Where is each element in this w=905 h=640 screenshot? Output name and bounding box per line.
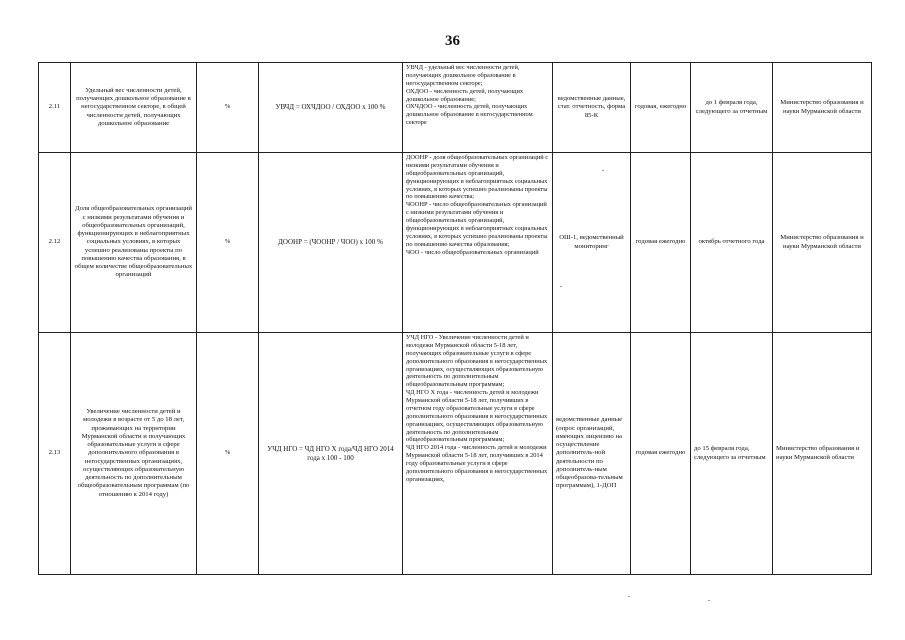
- table-row: [39, 333, 872, 575]
- unit-cell: %: [197, 153, 259, 333]
- deadline-cell: до 15 февраля года, следующего за отчетным: [691, 333, 773, 575]
- scan-speck: [602, 170, 604, 171]
- responsible-cell: Министерство образования и науки Мурманской области: [773, 63, 872, 153]
- row-number: 2.12: [39, 153, 71, 333]
- formula-cell: УЧД НГО = ЧД НГО Х года/ЧД НГО 2014 года х 100 - 100: [259, 333, 403, 575]
- indicator-name: Увеличение численности детей и молодежи в возрасте от 5 до 18 лет, проживающих на территории Мурманской области и получающих образовательные услуги в сфере дополнительного образования в негосударственных организациях, осуществляющих образовательную деятельность по дополнительным общеобразовательным программам (по отношению к 2014 году): [71, 333, 197, 575]
- indicator-name: Удельный вес численности детей, получающих дошкольное образование в негосударственном секторе, в общей численности детей, получающих дошкольное образование: [71, 63, 197, 153]
- periodicity-cell: годовая ежегодно: [631, 153, 691, 333]
- source-cell: ОШ-1, ведомственный мониторинг: [553, 153, 631, 333]
- deadline-cell: до 1 февраля года, следующего за отчетным: [691, 63, 773, 153]
- definition-cell: УЧД НГО - Увеличение численности детей и молодежи Мурманской области 5-18 лет, получающих образовательные услуги в сфере дополнительного образования в негосударственных организациях, осуществляющих образовательную деятельность по дополнительным общеобразовательным программам; ЧД НГО Х года - численность детей и молодежи Мурманской области 5-18 лет, получивших в отчетном году образовательные услуги в сфере дополнительного образования в негосударственных организациях, осуществляющих образовательную деятельность по дополнительным общеобразовательным программам; ЧД НГО 2014 года - численность детей и молодежи Мурманской области 5-18 лет, получивших в 2014 году образовательные услуги в сфере дополнительного образования в негосударственных организациях,: [403, 333, 553, 575]
- formula-cell: ДООНР = (ЧООНР / ЧОО) х 100 %: [259, 153, 403, 333]
- table-row: [39, 63, 872, 153]
- source-cell: ведомственные данные (опрос организаций, имеющих лицензию на осуществление дополнитель-ной деятельности по дополнитель-ным общеобразова-тельным программам), 1-ДОП: [553, 333, 631, 575]
- scan-speck: [628, 596, 630, 597]
- definition-cell: УВЧД - удельный вес численности детей, получающих дошкольное образование в негосударственном секторе; ОХДОО - численность детей, получающих дошкольное образование; ОХЧДОО - численность детей, получающих дошкольное образование в негосударственном секторе: [403, 63, 553, 153]
- responsible-cell: Министерство образования и науки Мурманской области: [773, 153, 872, 333]
- source-cell: ведомственные данные, стат. отчетность, форма 85-К: [553, 63, 631, 153]
- unit-cell: %: [197, 333, 259, 575]
- periodicity-cell: годовая, ежегодно: [631, 63, 691, 153]
- formula-cell: УВЧД = ОХЧДОО / ОХДОО х 100 %: [259, 63, 403, 153]
- indicators-table: [38, 62, 872, 575]
- deadline-cell: октябрь отчетного года: [691, 153, 773, 333]
- scan-speck: [708, 600, 710, 601]
- unit-cell: %: [197, 63, 259, 153]
- row-number: 2.11: [39, 63, 71, 153]
- responsible-cell: Министерство образования и науки Мурманской области: [773, 333, 872, 575]
- periodicity-cell: годовая ежегодно: [631, 333, 691, 575]
- page-number: 36: [445, 33, 460, 49]
- definition-cell: ДООНР - доля общеобразовательных организаций с низкими результатами обучения и общеобразовательных организаций, функционирующих в неблагоприятных социальных условиях, в которых успешно реализованы проекты по повышению качества; ЧООНР - число общеобразовательных организаций с низкими результатами обучения и общеобразовательных организаций, функционирующих в неблагоприятных социальных условиях, в которых успешно реализованы проекты по повышению качества образования; ЧОО - число общеобразовательных организаций: [403, 153, 553, 333]
- row-number: 2.13: [39, 333, 71, 575]
- scan-speck: [560, 286, 562, 287]
- table-row: [39, 153, 872, 333]
- indicator-name: Доля общеобразовательных организаций с низкими результатами обучения и общеобразовательных организаций, функционирующих в неблагоприятных социальных условиях, в которых успешно реализованы проекты по повышению качества образования, в общем количестве общеобразовательных организаций: [71, 153, 197, 333]
